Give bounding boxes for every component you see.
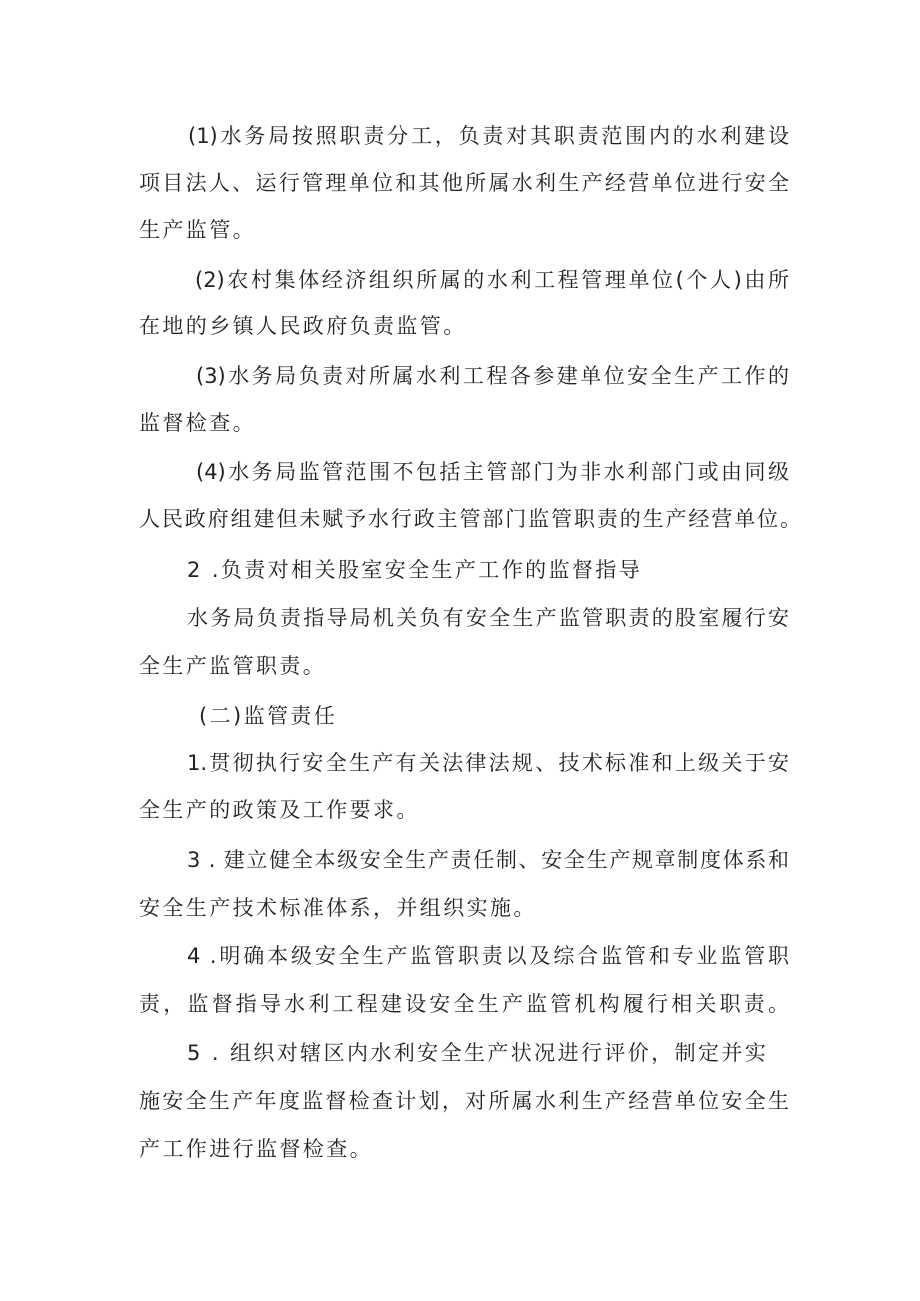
paragraph-3-line-1: (3)水务局负责对所属水利工程各参建单位安全生产工作的	[196, 364, 789, 388]
paragraph-11-line-2: 施安全生产年度监督检查计划，对所属水利生产经营单位安全生	[139, 1089, 789, 1113]
paragraph-2-line-1: (2)农村集体经济组织所属的水利工程管理单位(个人)由所	[195, 268, 789, 292]
paragraph-8-line-1: 1.贯彻执行安全生产有关法律法规、技术标准和上级关于安	[187, 751, 789, 775]
paragraph-1-line-3: 生产监管。	[139, 218, 256, 242]
paragraph-10-line-2: 责，监督指导水利工程建设安全生产监管机构履行相关职责。	[139, 992, 789, 1016]
paragraph-5-line-1: 2 .负责对相关股室安全生产工作的监督指导	[187, 558, 643, 582]
section-heading: (二)监管责任	[199, 704, 338, 728]
paragraph-6-line-1: 水务局负责指导局机关负有安全生产监管职责的股室履行安	[187, 606, 789, 630]
paragraph-4-line-1: (4)水务局监管范围不包括主管部门为非水利部门或由同级	[196, 460, 789, 484]
paragraph-4-line-2: 人民政府组建但未赋予水行政主管部门监管职责的生产经营单位。	[139, 507, 801, 531]
paragraph-1-line-2: 项目法人、运行管理单位和其他所属水利生产经营单位进行安全	[139, 171, 789, 195]
paragraph-2-line-2: 在地的乡镇人民政府负责监管。	[139, 314, 467, 338]
paragraph-3-line-2: 监督检查。	[139, 411, 256, 435]
paragraph-8-line-2: 全生产的政策及工作要求。	[139, 798, 420, 822]
paragraph-11-line-1: 5 . 组织对辖区内水利安全生产状况进行评价，制定并实	[187, 1041, 769, 1065]
paragraph-6-line-2: 全生产监管职责。	[139, 654, 327, 678]
paragraph-11-line-3: 产工作进行监督检查。	[139, 1137, 373, 1161]
paragraph-1-line-1: (1)水务局按照职责分工，负责对其职责范围内的水利建设	[188, 124, 789, 148]
paragraph-10-line-1: 4 .明确本级安全生产监管职责以及综合监管和专业监管职	[187, 944, 789, 968]
paragraph-9-line-1: 3 . 建立健全本级安全生产责任制、安全生产规章制度体系和	[187, 848, 789, 872]
paragraph-9-line-2: 安全生产技术标准体系，并组织实施。	[139, 896, 537, 920]
